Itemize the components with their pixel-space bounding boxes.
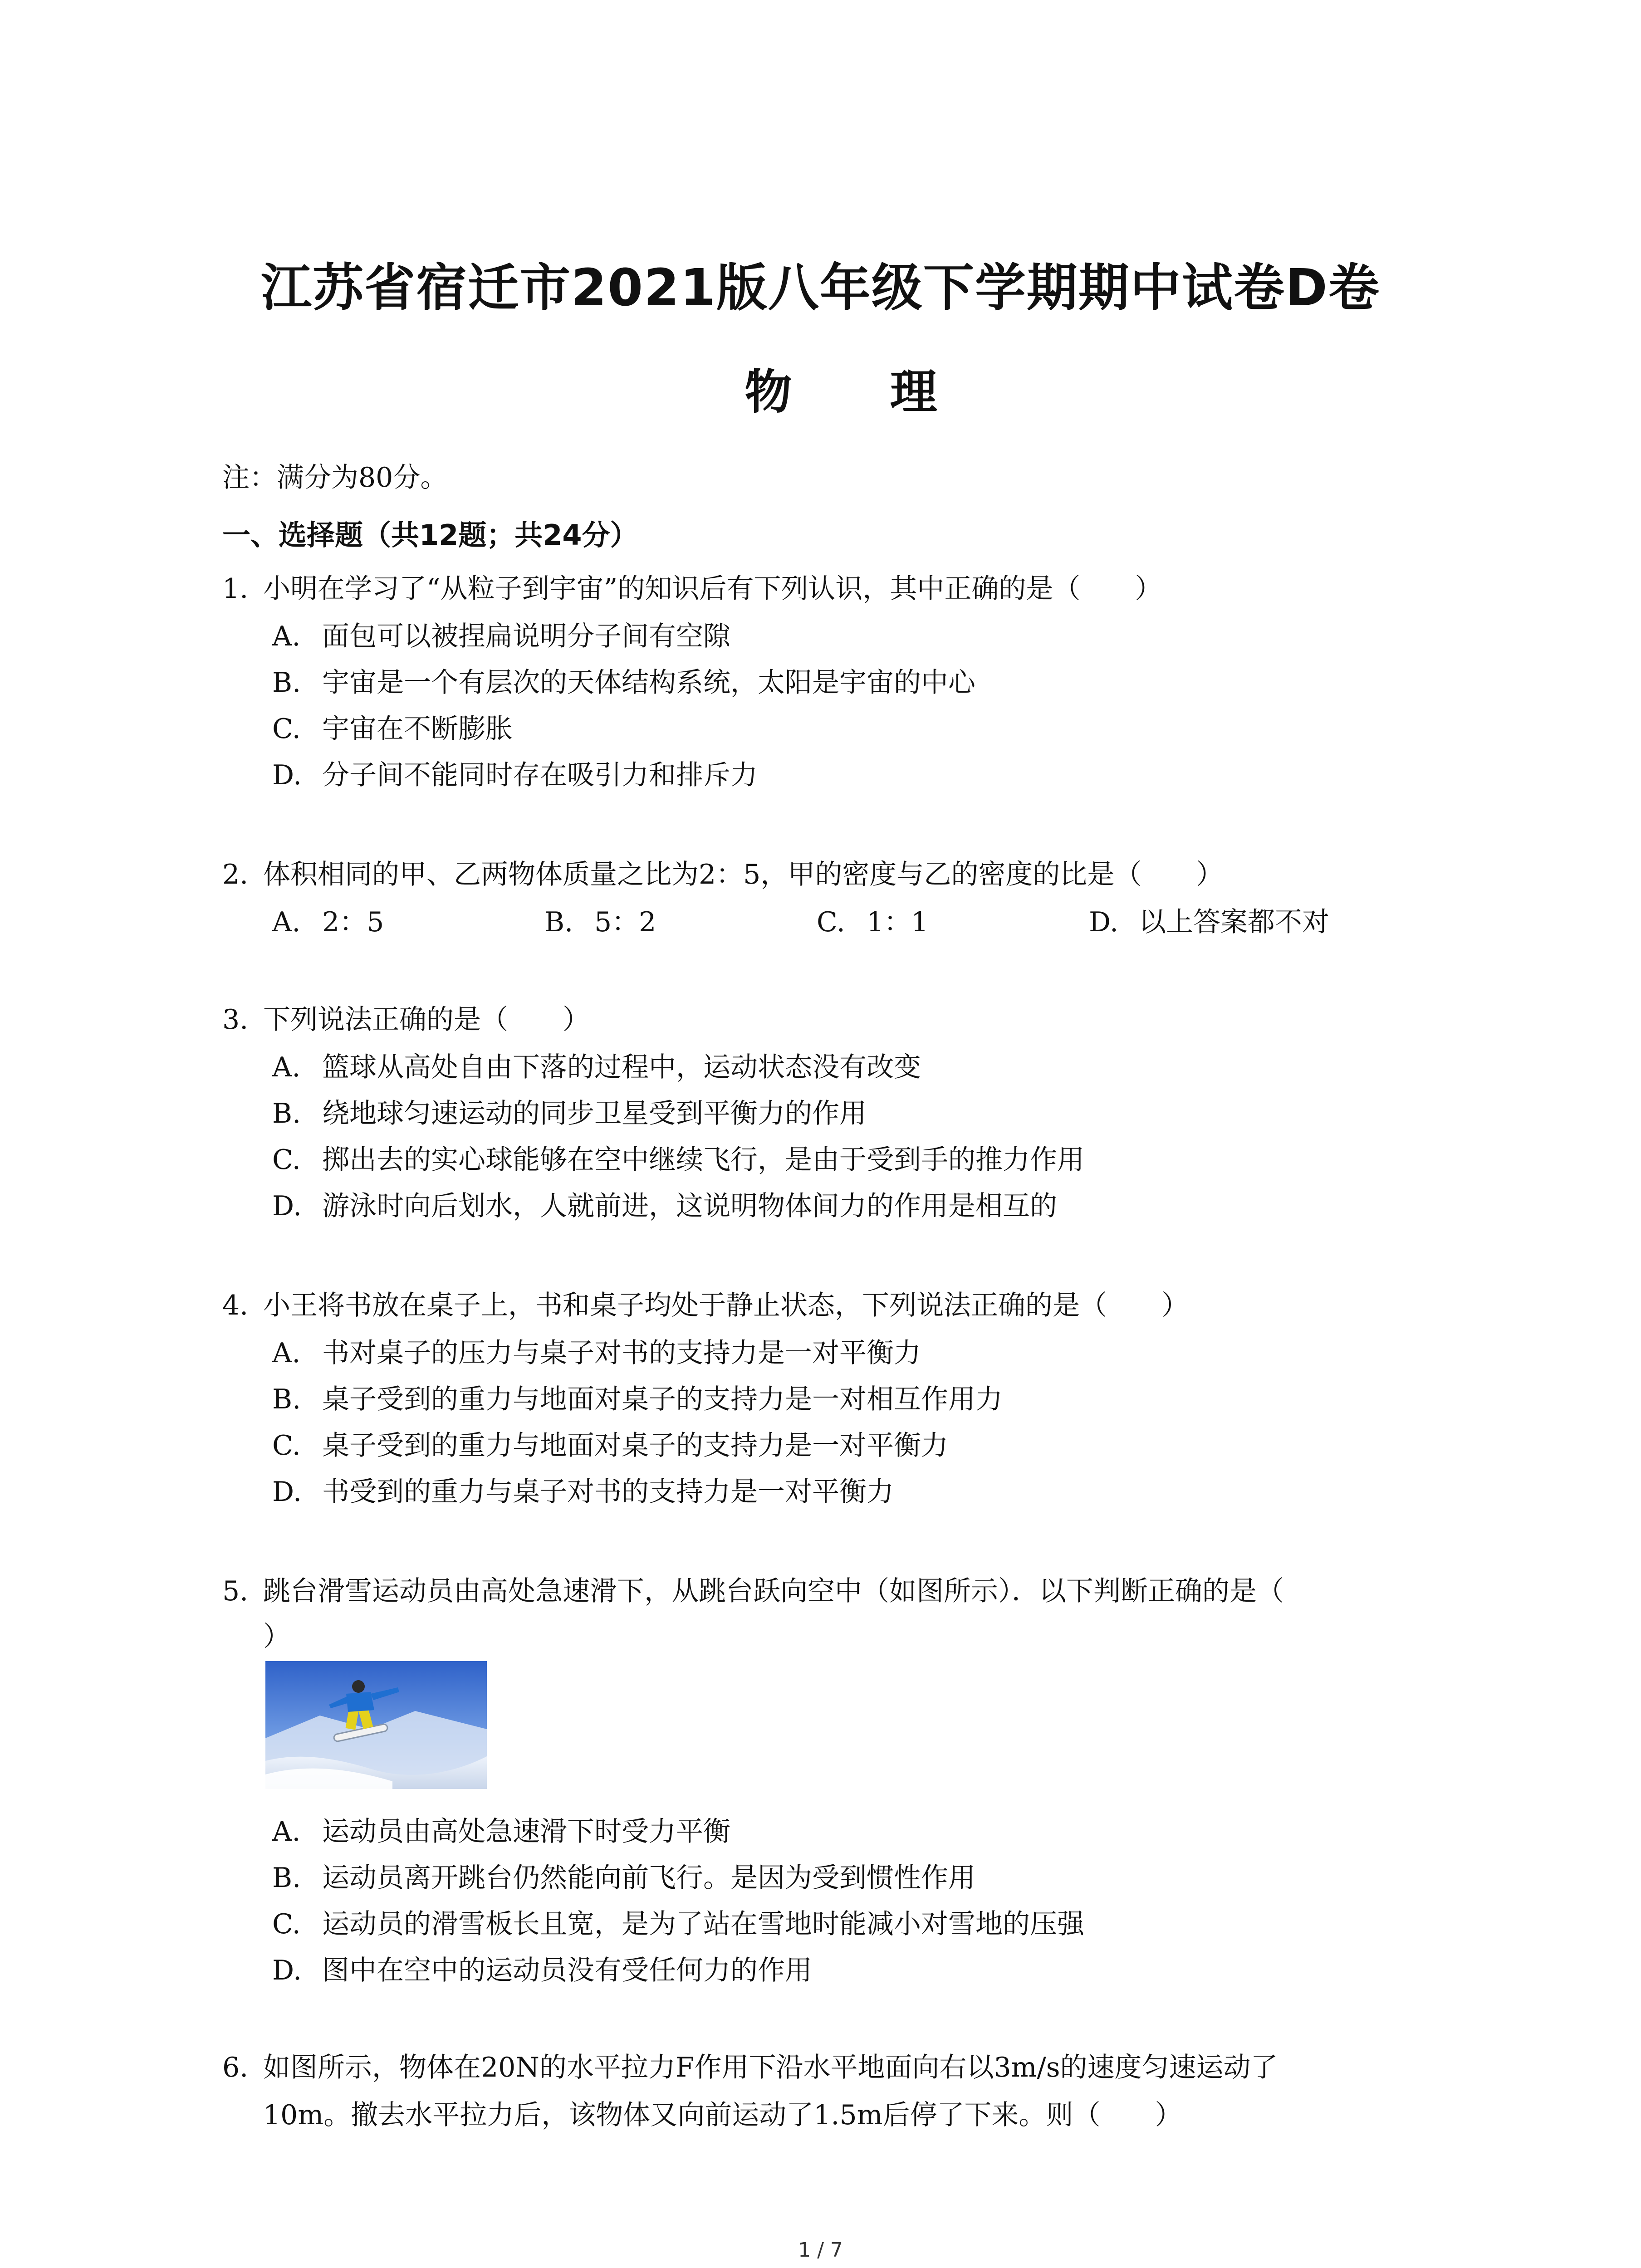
option-letter: A. (272, 621, 301, 652)
option-1c (272, 707, 513, 746)
option-text: 运动员的滑雪板长且宽，是为了站在雪地时能减小对雪地的压强 (322, 1908, 1084, 1940)
option-text: 以上答案都不对 (1139, 906, 1329, 938)
option-text: 宇宙在不断膨胀 (322, 713, 513, 745)
option-5b (272, 1856, 975, 1895)
option-5c (272, 1902, 1084, 1941)
option-4d (272, 1470, 894, 1509)
question-2 (222, 853, 1223, 892)
option-letter: D. (272, 1190, 302, 1222)
option-text: 图中在空中的运动员没有受任何力的作用 (322, 1955, 812, 1986)
option-text: 篮球从高处自由下落的过程中，运动状态没有改变 (322, 1051, 921, 1083)
option-text: 1：1 (867, 906, 929, 938)
option-text: 宇宙是一个有层次的天体结构系统，太阳是宇宙的中心 (322, 667, 975, 699)
question-text: 下列说法正确的是（ ） (263, 1004, 590, 1036)
option-letter: A. (272, 906, 301, 938)
question-4 (222, 1284, 1189, 1323)
score-note: 注：满分为80分。 (222, 462, 448, 494)
option-letter: D. (1089, 906, 1119, 938)
option-2c (817, 900, 928, 939)
question-number: 1. (222, 573, 249, 605)
option-letter: D. (272, 1476, 302, 1508)
option-text: 书受到的重力与桌子对书的支持力是一对平衡力 (322, 1476, 894, 1508)
exam-title: 江苏省宿迁市2021版八年级下学期期中试卷D卷 (261, 259, 1380, 318)
option-text: 面包可以被捏扁说明分子间有空隙 (322, 621, 730, 652)
option-letter: A. (272, 1337, 301, 1369)
question-text: 如图所示，物体在20N的水平拉力F作用下沿水平地面向右以3m/s的速度匀速运动了 (263, 2052, 1278, 2083)
option-letter: C. (272, 1144, 301, 1176)
option-text: 掷出去的实心球能够在空中继续飞行，是由于受到手的推力作用 (322, 1144, 1084, 1176)
option-text: 运动员由高处急速滑下时受力平衡 (322, 1816, 730, 1848)
option-1a (272, 615, 730, 654)
option-2a (272, 900, 384, 939)
option-text: 书对桌子的压力与桌子对书的支持力是一对平衡力 (322, 1337, 921, 1369)
option-letter: D. (272, 759, 302, 791)
option-3b (272, 1092, 867, 1131)
option-text: 5：2 (594, 906, 656, 938)
option-4b (272, 1378, 1003, 1417)
option-3c (272, 1138, 1084, 1177)
page-number: 1 / 7 (798, 2239, 843, 2262)
option-5d (272, 1949, 812, 1988)
question-number: 5. (222, 1575, 249, 1607)
question-number: 3. (222, 1004, 249, 1036)
option-letter: C. (272, 1908, 301, 1940)
option-letter: C. (817, 906, 845, 938)
option-text: 桌子受到的重力与地面对桌子的支持力是一对相互作用力 (322, 1383, 1003, 1415)
option-2d (1089, 900, 1329, 939)
question-number: 2. (222, 859, 249, 890)
question-text: 体积相同的甲、乙两物体质量之比为2：5，甲的密度与乙的密度的比是（ ） (263, 859, 1224, 890)
question-text: 跳台滑雪运动员由高处急速滑下，从跳台跃向空中（如图所示）．以下判断正确的是（ (263, 1575, 1284, 1607)
option-5a (272, 1810, 730, 1849)
ski-jump-image (265, 1661, 487, 1789)
option-letter: A. (272, 1816, 301, 1848)
option-letter: B. (544, 906, 573, 938)
option-3d (272, 1184, 1057, 1223)
snowboarder-illustration (265, 1661, 487, 1789)
option-letter: B. (272, 667, 301, 699)
option-text: 桌子受到的重力与地面对桌子的支持力是一对平衡力 (322, 1430, 948, 1461)
option-4c (272, 1424, 948, 1463)
option-letter: C. (272, 713, 301, 745)
option-text: 分子间不能同时存在吸引力和排斥力 (322, 759, 758, 791)
option-3a (272, 1046, 921, 1085)
option-letter: A. (272, 1051, 301, 1083)
question-1 (222, 567, 1162, 606)
option-4a (272, 1331, 921, 1370)
option-text: 2：5 (322, 906, 384, 938)
section-heading: 一、选择题（共12题；共24分） (222, 518, 638, 552)
option-2b (544, 900, 656, 939)
option-text: 游泳时向后划水，人就前进，这说明物体间力的作用是相互的 (322, 1190, 1057, 1222)
question-number: 6. (222, 2052, 249, 2083)
option-letter: C. (272, 1430, 301, 1461)
question-6-continued: 10m。撤去水平拉力后，该物体又向前运动了1.5m后停了下来。则（ ） (263, 2099, 1182, 2131)
question-5-continued: ） (263, 1621, 290, 1652)
question-3 (222, 998, 590, 1037)
option-letter: B. (272, 1383, 301, 1415)
option-1d (272, 753, 758, 792)
option-1b (272, 661, 975, 700)
question-text: 小王将书放在桌子上，书和桌子均处于静止状态，下列说法正确的是（ ） (263, 1290, 1189, 1321)
question-text: 小明在学习了“从粒子到宇宙”的知识后有下列认识，其中正确的是（ ） (263, 573, 1162, 605)
options-row-2 (272, 900, 1497, 937)
subject-title: 物 理 (745, 364, 978, 420)
option-text: 运动员离开跳台仍然能向前飞行。是因为受到惯性作用 (322, 1862, 975, 1894)
option-letter: B. (272, 1098, 301, 1129)
option-letter: D. (272, 1955, 302, 1986)
question-5 (222, 1569, 1284, 1608)
option-text: 绕地球匀速运动的同步卫星受到平衡力的作用 (322, 1098, 867, 1129)
option-letter: B. (272, 1862, 301, 1894)
question-number: 4. (222, 1290, 249, 1321)
question-6 (222, 2046, 1278, 2085)
